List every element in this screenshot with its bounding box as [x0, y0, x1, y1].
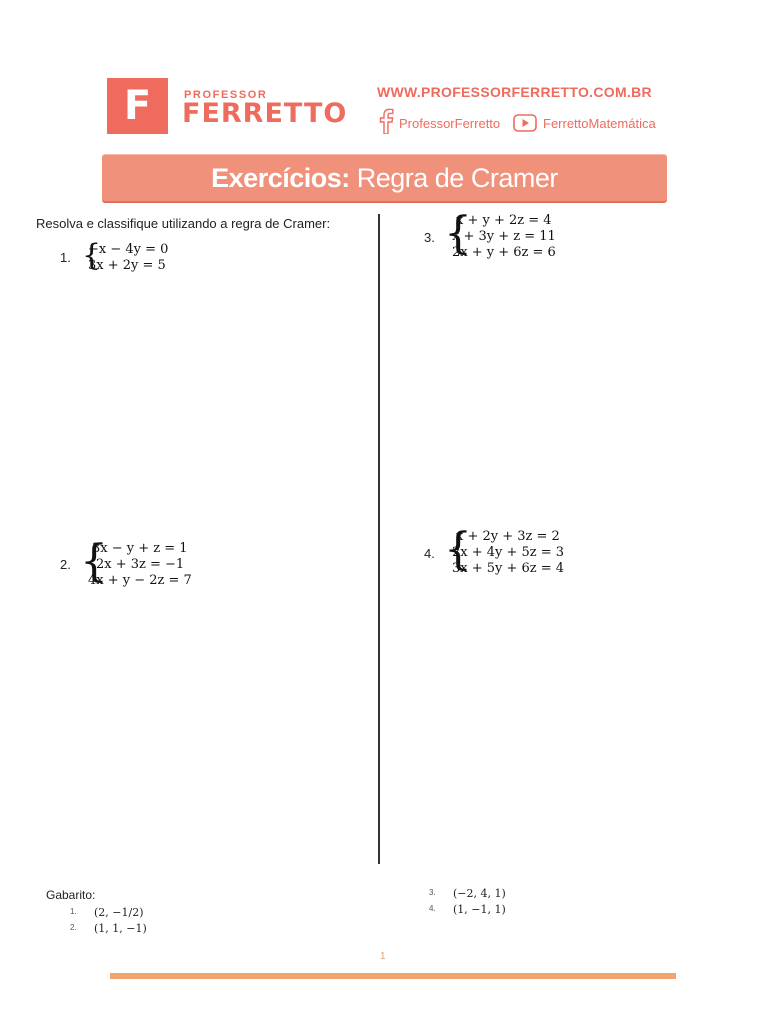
youtube-link[interactable]: FerrettoMatemática: [543, 116, 656, 131]
answer-value: (−2, 4, 1): [453, 887, 506, 900]
column-divider: [378, 214, 380, 864]
equation: 3x + 2y = 5: [88, 258, 166, 273]
instruction-text: Resolva e classifique utilizando a regra de Cramer:: [36, 216, 331, 231]
equation: x + 2y + 3z = 2: [456, 529, 560, 544]
brace-symbol: {: [444, 208, 472, 259]
answer-key-title: Gabarito:: [46, 888, 96, 902]
title-rest: Regra de Cramer: [349, 163, 558, 193]
footer-bar: [110, 973, 676, 979]
facebook-link[interactable]: ProfessorFerretto: [399, 116, 501, 131]
brand-name: FERRETTO: [182, 98, 348, 129]
exercise-number: 2.: [60, 557, 71, 572]
page-title: [102, 155, 667, 201]
equation: 3x + 5y + 6z = 4: [452, 561, 565, 576]
exercise-number: 4.: [424, 546, 435, 561]
equation: x + 3y + z = 11: [452, 229, 556, 244]
logo-mark: [107, 78, 168, 134]
equation: 4x + y − 2z = 7: [88, 573, 192, 588]
youtube-icon: [513, 114, 537, 132]
logo-letter: F: [123, 83, 152, 129]
facebook-icon: [378, 108, 394, 134]
page-number: 1: [380, 951, 386, 962]
website-link[interactable]: WWW.PROFESSORFERRETTO.COM.BR: [377, 84, 652, 100]
equation-system: [88, 541, 192, 589]
answer-value: (1, 1, −1): [94, 922, 147, 935]
equation-system: [452, 529, 564, 577]
exercise-number: 1.: [60, 250, 71, 265]
equation-system: [88, 242, 168, 274]
answer-number: 2.: [70, 923, 77, 932]
equation: x + y + 2z = 4: [456, 213, 552, 228]
answer-value: (1, −1, 1): [453, 903, 506, 916]
answer-number: 4.: [429, 904, 436, 913]
equation: 3x − y + z = 1: [92, 541, 188, 556]
equation: 2x + y + 6z = 6: [452, 245, 556, 260]
answer-number: 1.: [70, 907, 77, 916]
brace-symbol: {: [82, 238, 102, 273]
answer-number: 3.: [429, 888, 436, 897]
brace-symbol: {: [80, 536, 108, 587]
title-banner: [102, 155, 667, 201]
equation: −x − 4y = 0: [88, 242, 169, 257]
answer-value: (2, −1/2): [94, 906, 144, 919]
equation-system: [452, 213, 556, 261]
brace-symbol: {: [444, 524, 472, 575]
brand-small-text: PROFESSOR: [184, 89, 268, 101]
equation: 2x + 4y + 5z = 3: [452, 545, 565, 560]
equation: 2x + 3z = −1: [96, 557, 185, 572]
title-bold: Exercícios:: [211, 163, 350, 193]
exercise-number: 3.: [424, 230, 435, 245]
